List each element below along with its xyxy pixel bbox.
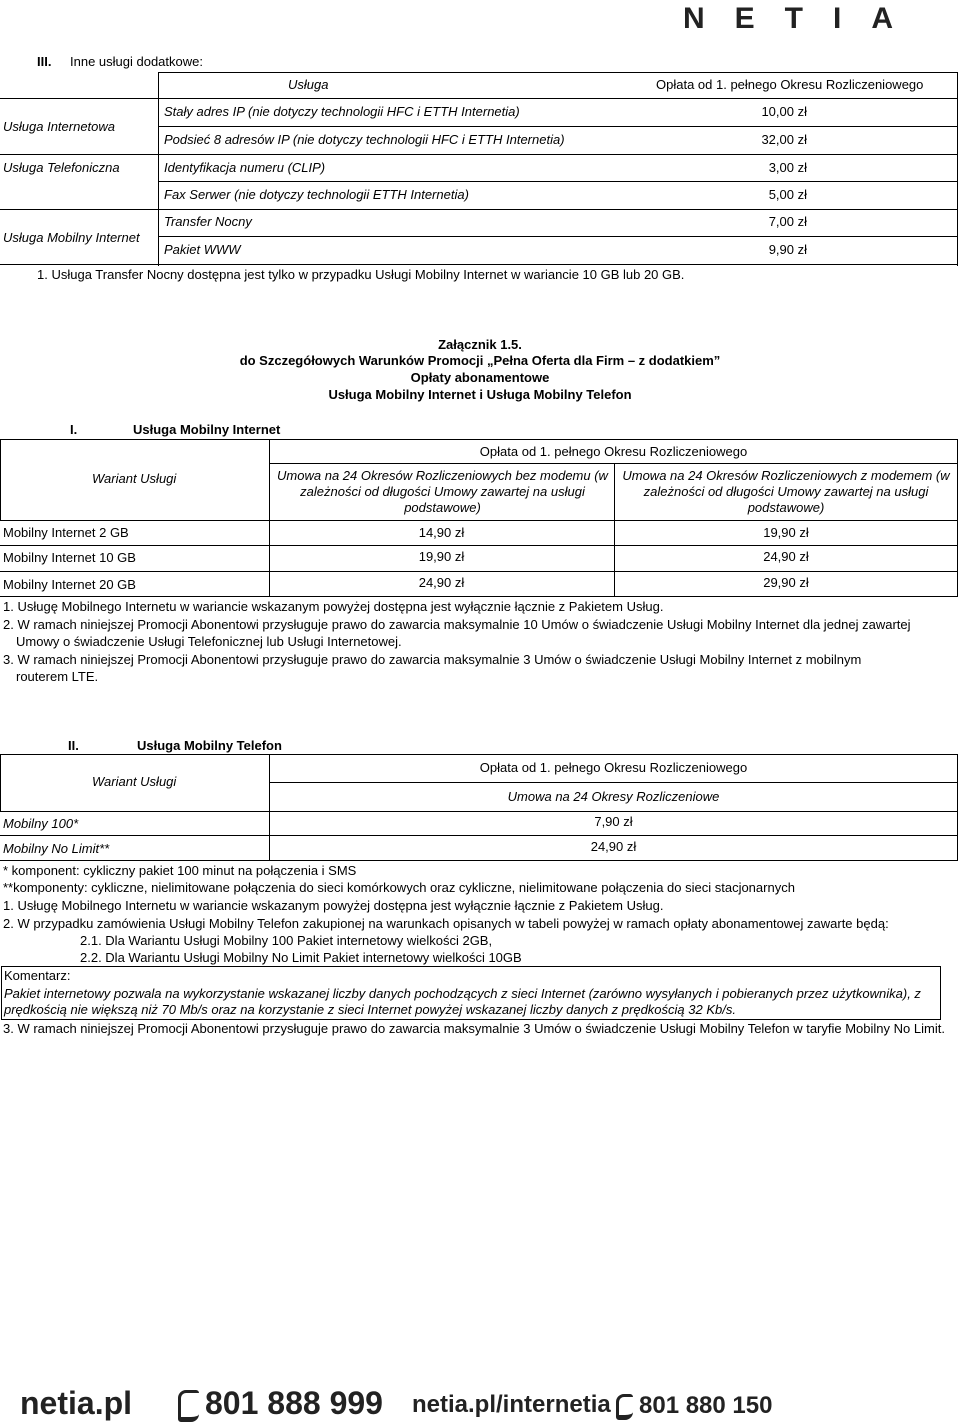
- section-title: Inne usługi dodatkowe:: [70, 54, 203, 69]
- divider: [0, 811, 958, 812]
- comment-text: Pakiet internetowy pozwala na wykorzystanie wskazanej liczby danych pochodzących z sieci Internet (zarówno wysyłanych i pobieranych przez użytkownika), z prędkością nie większą niż 70 Mb/s oraz na korzystanie z sieci Internet powyżej wskazanej liczby danych z prędkością 32 Kb/s.: [4, 986, 921, 1017]
- footnote: 2.2. Dla Wariantu Usługi Mobilny No Limit Pakiet internetowy wielkości 10GB: [80, 950, 522, 965]
- divider: [158, 236, 958, 237]
- divider: [269, 463, 958, 464]
- footer-phone-2[interactable]: [616, 1390, 772, 1422]
- service-row: Pakiet WWW: [164, 242, 241, 257]
- header-variant: Wariant Usługi: [92, 774, 177, 789]
- divider: [158, 181, 958, 182]
- section-title: Usługa Mobilny Internet: [133, 422, 281, 437]
- fee-value: 5,00 zł: [768, 187, 807, 202]
- divider: [0, 154, 958, 155]
- fee-value: 24,90 zł: [763, 549, 809, 564]
- footnote: 1. Usługę Mobilnego Internetu w wariancie wskazanym powyżej dostępna jest wyłącznie łącznie z Pakietem Usług.: [3, 898, 664, 913]
- header-service: Usługa: [288, 77, 329, 92]
- footnote: Umowy o świadczenie Usługi Telefonicznej lub Usługi Internetowej.: [16, 634, 402, 649]
- fee-value: 24,90 zł: [418, 575, 465, 590]
- divider: [0, 754, 1, 812]
- variant-row: Mobilny Internet 2 GB: [3, 525, 129, 540]
- annex-number: Załącznik 1.5.: [438, 337, 522, 352]
- divider: [158, 72, 958, 73]
- annex-heading: Opłaty abonamentowe: [410, 370, 550, 385]
- footer-site[interactable]: netia.pl: [20, 1385, 133, 1421]
- footer-phone-1[interactable]: [178, 1383, 383, 1423]
- footnote: 1. Usługa Transfer Nocny dostępna jest tylko w przypadku Usługi Mobilny Internet w wariancie 10 GB lub 20 GB.: [37, 267, 685, 282]
- netia-logo: NETIA: [683, 2, 923, 35]
- footnote: 2.1. Dla Wariantu Usługi Mobilny 100 Pakiet internetowy wielkości 2GB,: [80, 933, 493, 948]
- group-label-mobile: Usługa Mobilny Internet: [3, 230, 140, 245]
- divider: [0, 860, 958, 861]
- group-label-internet: Usługa Internetowa: [3, 119, 116, 134]
- footnote: **komponenty: cykliczne, nielimitowane połączenia do sieci komórkowych oraz cykliczne, nielimitowane połączenia do sieci stacjonarnych: [3, 880, 795, 895]
- fee-value: 29,90 zł: [763, 575, 809, 590]
- service-row: Stały adres IP (nie dotyczy technologii HFC i ETTH Internetia): [164, 104, 520, 119]
- fee-value: 19,90 zł: [763, 525, 809, 540]
- phone-icon: [178, 1390, 199, 1422]
- service-row: Transfer Nocny: [164, 214, 252, 229]
- divider: [158, 126, 958, 127]
- header-fee: Opłata od 1. pełnego Okresu Rozliczeniowego: [479, 760, 748, 775]
- divider: [269, 782, 958, 783]
- comment-box: [1, 966, 941, 1020]
- footer-site-2[interactable]: netia.pl/internetia: [412, 1391, 611, 1418]
- column-header: Umowa na 24 Okresów Rozliczeniowych z modemem (w zależności od długości Umowy zawartej na usługi podstawowe): [622, 468, 950, 515]
- divider: [0, 754, 958, 755]
- fee-value: 19,90 zł: [418, 549, 465, 564]
- fee-value: 3,00 zł: [768, 160, 807, 175]
- variant-row: Mobilny Internet 20 GB: [3, 577, 136, 592]
- fee-value: 9,90 zł: [768, 242, 807, 257]
- service-row: Fax Serwer (nie dotyczy technologii ETTH Internetia): [164, 187, 469, 202]
- footnote: * komponent: cykliczny pakiet 100 minut na połączenia i SMS: [3, 863, 357, 878]
- fee-value: 7,90 zł: [594, 814, 633, 829]
- divider: [0, 520, 958, 521]
- section-title: Usługa Mobilny Telefon: [137, 738, 282, 753]
- footnote: routerem LTE.: [16, 669, 99, 684]
- fee-value: 7,00 zł: [768, 214, 807, 229]
- section-number: I.: [70, 422, 78, 437]
- divider: [0, 209, 958, 210]
- divider: [0, 439, 1, 520]
- fee-value: 14,90 zł: [418, 525, 465, 540]
- divider: [0, 545, 958, 546]
- footer-phone-2-number: 801 880 150: [639, 1392, 773, 1419]
- footer-phone-1-number: 801 888 999: [205, 1385, 383, 1421]
- divider: [0, 439, 958, 440]
- variant-row: Mobilny No Limit**: [3, 841, 110, 856]
- section-number: III.: [37, 54, 52, 69]
- footnote: 3. W ramach niniejszej Promocji Abonentowi przysługuje prawo do zawarcia maksymalnie 3 Umów o świadczenie Usługi Mobilny Telefon w taryfie Mobilny No Limit.: [3, 1021, 945, 1036]
- annex-subtitle: do Szczegółowych Warunków Promocji „Pełna Oferta dla Firm – z dodatkiem”: [239, 353, 721, 368]
- column-header: Umowa na 24 Okresów Rozliczeniowych bez modemu (w zależności od długości Umowy zawartej na usługi podstawowe): [277, 468, 608, 515]
- header-fee: Opłata od 1. pełnego Okresu Rozliczeniowego: [479, 444, 748, 459]
- service-row: Identyfikacja numeru (CLIP): [164, 160, 326, 175]
- footnote: 2. W ramach niniejszej Promocji Abonentowi przysługuje prawo do zawarcia maksymalnie 10 Umów o świadczenie Usługi Mobilny Internet dla jednej zawartej: [3, 617, 911, 632]
- header-fee: Opłata od 1. pełnego Okresu Rozliczeniowego: [656, 77, 924, 92]
- column-header: Umowa na 24 Okresy Rozliczeniowe: [507, 789, 720, 804]
- footnote: 2. W przypadku zamówienia Usługi Mobilny Telefon zakupionej na warunkach opisanych w tabeli powyżej w ramach opłaty abonamentowej zawarte będą:: [3, 916, 889, 931]
- phone-icon: [616, 1394, 633, 1420]
- fee-value: 10,00 zł: [761, 104, 807, 119]
- variant-row: Mobilny Internet 10 GB: [3, 550, 136, 565]
- divider: [0, 98, 958, 99]
- fee-value: 24,90 zł: [590, 839, 637, 854]
- divider: [0, 596, 958, 597]
- group-label-phone: Usługa Telefoniczna: [3, 160, 120, 175]
- service-row: Podsieć 8 adresów IP (nie dotyczy technologii HFC i ETTH Internetia): [164, 132, 565, 147]
- footnote: 1. Usługę Mobilnego Internetu w wariancie wskazanym powyżej dostępna jest wyłącznie łącznie z Pakietem Usług.: [3, 599, 664, 614]
- section-number: II.: [68, 738, 79, 753]
- divider: [0, 835, 958, 836]
- annex-heading: Usługa Mobilny Internet i Usługa Mobilny Telefon: [328, 387, 632, 402]
- fee-value: 32,00 zł: [761, 132, 807, 147]
- footnote: 3. W ramach niniejszej Promocji Abonentowi przysługuje prawo do zawarcia maksymalnie 3 Umów o świadczenie Usługi Mobilny Internet z mobilnym: [3, 652, 862, 667]
- comment-label: Komentarz:: [4, 968, 71, 983]
- divider: [0, 571, 958, 572]
- variant-row: Mobilny 100*: [3, 816, 79, 831]
- header-variant: Wariant Usługi: [92, 471, 177, 486]
- divider: [0, 264, 958, 265]
